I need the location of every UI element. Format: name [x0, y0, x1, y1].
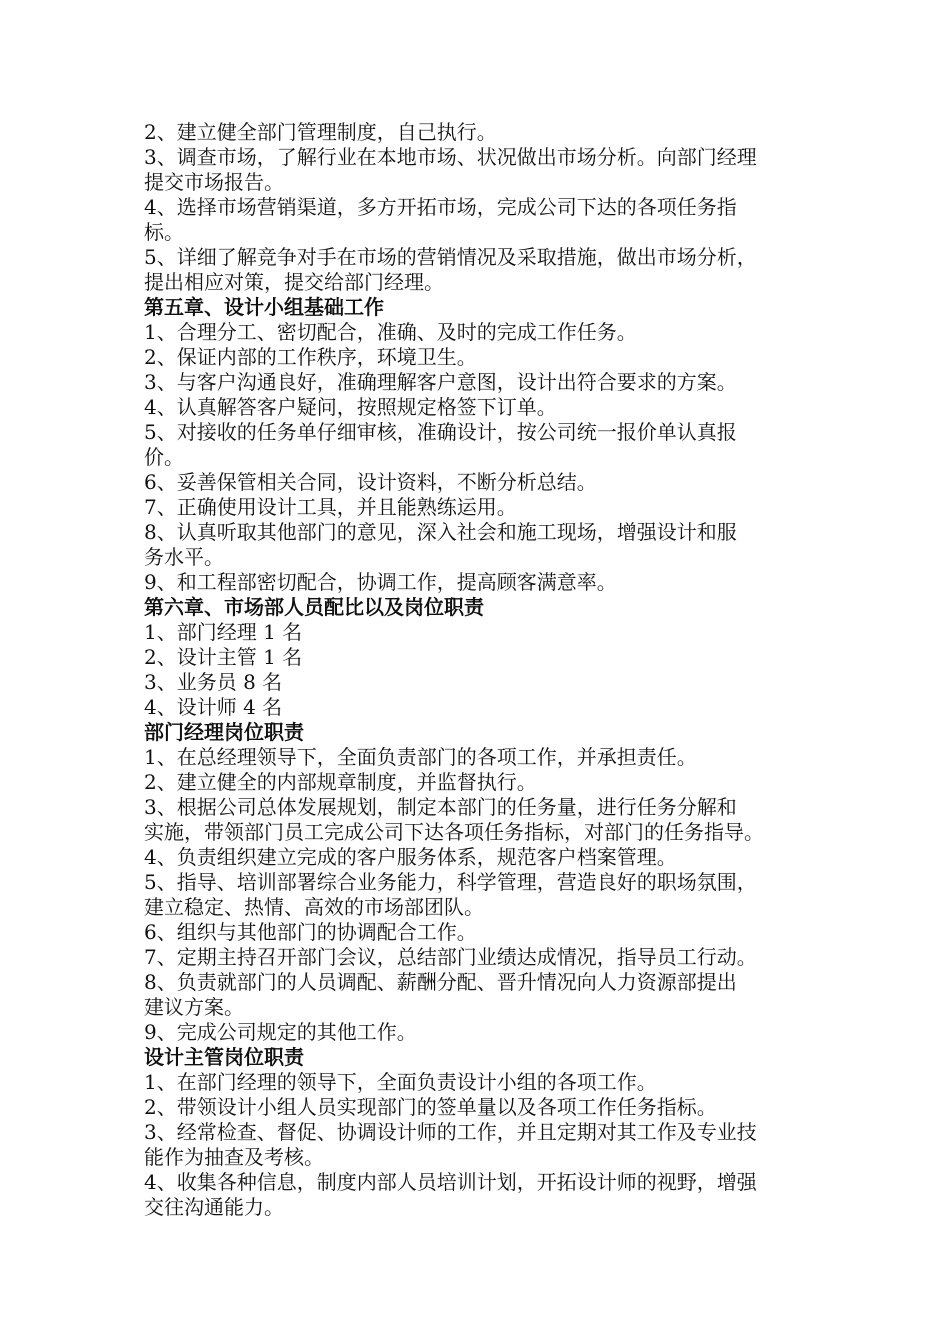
text-line: 3、调查市场，了解行业在本地市场、状况做出市场分析。向部门经理	[144, 145, 757, 169]
text-line: 务水平。	[144, 545, 224, 569]
text-line: 2、保证内部的工作秩序，环境卫生。	[144, 345, 477, 369]
section-heading: 第六章、市场部人员配比以及岗位职责	[144, 595, 484, 619]
text-line: 实施，带领部门员工完成公司下达各项任务指标，对部门的任务指导。	[144, 820, 764, 844]
text-line: 8、负责就部门的人员调配、薪酬分配、晋升情况向人力资源部提出	[144, 970, 737, 994]
text-line: 7、定期主持召开部门会议，总结部门业绩达成情况，指导员工行动。	[144, 945, 757, 969]
text-line: 9、完成公司规定的其他工作。	[144, 1020, 417, 1044]
text-line: 提出相应对策，提交给部门经理。	[144, 270, 444, 294]
document-page	[144, 120, 824, 1220]
section-heading: 设计主管岗位职责	[144, 1045, 304, 1069]
text-line: 3、业务员 8 名	[144, 670, 283, 694]
text-line: 5、详细了解竞争对手在市场的营销情况及采取措施，做出市场分析，	[144, 245, 757, 269]
text-line: 6、妥善保管相关合同，设计资料，不断分析总结。	[144, 470, 597, 494]
text-line: 1、在部门经理的领导下，全面负责设计小组的各项工作。	[144, 1070, 657, 1094]
text-line: 能作为抽查及考核。	[144, 1145, 324, 1169]
text-line: 2、设计主管 1 名	[144, 645, 303, 669]
text-line: 交往沟通能力。	[144, 1195, 284, 1219]
section-heading: 部门经理岗位职责	[144, 720, 304, 744]
text-line: 4、选择市场营销渠道，多方开拓市场，完成公司下达的各项任务指	[144, 195, 737, 219]
text-line: 建立稳定、热情、高效的市场部团队。	[144, 895, 484, 919]
text-line: 6、组织与其他部门的协调配合工作。	[144, 920, 477, 944]
text-line: 5、对接收的任务单仔细审核，准确设计，按公司统一报价单认真报	[144, 420, 737, 444]
text-line: 3、经常检查、督促、协调设计师的工作，并且定期对其工作及专业技	[144, 1120, 757, 1144]
text-line: 3、根据公司总体发展规划，制定本部门的任务量，进行任务分解和	[144, 795, 737, 819]
text-line: 建议方案。	[144, 995, 244, 1019]
text-line: 4、设计师 4 名	[144, 695, 283, 719]
text-line: 价。	[144, 445, 184, 469]
text-line: 标。	[144, 220, 184, 244]
text-line: 7、正确使用设计工具，并且能熟练运用。	[144, 495, 517, 519]
text-line: 2、带领设计小组人员实现部门的签单量以及各项工作任务指标。	[144, 1095, 717, 1119]
text-line: 1、部门经理 1 名	[144, 620, 303, 644]
text-line: 3、与客户沟通良好，准确理解客户意图，设计出符合要求的方案。	[144, 370, 737, 394]
text-line: 8、认真听取其他部门的意见，深入社会和施工现场，增强设计和服	[144, 520, 737, 544]
text-line: 2、建立健全的内部规章制度，并监督执行。	[144, 770, 537, 794]
text-line: 5、指导、培训部署综合业务能力，科学管理，营造良好的职场氛围，	[144, 870, 757, 894]
text-line: 2、建立健全部门管理制度，自己执行。	[144, 120, 497, 144]
text-line: 9、和工程部密切配合，协调工作，提高顾客满意率。	[144, 570, 617, 594]
text-line: 1、在总经理领导下，全面负责部门的各项工作，并承担责任。	[144, 745, 697, 769]
text-line: 1、合理分工、密切配合，准确、及时的完成工作任务。	[144, 320, 637, 344]
section-heading: 第五章、设计小组基础工作	[144, 295, 384, 319]
text-line: 4、收集各种信息，制度内部人员培训计划，开拓设计师的视野，增强	[144, 1170, 757, 1194]
text-line: 提交市场报告。	[144, 170, 284, 194]
text-line: 4、负责组织建立完成的客户服务体系，规范客户档案管理。	[144, 845, 677, 869]
text-line: 4、认真解答客户疑问，按照规定格签下订单。	[144, 395, 557, 419]
